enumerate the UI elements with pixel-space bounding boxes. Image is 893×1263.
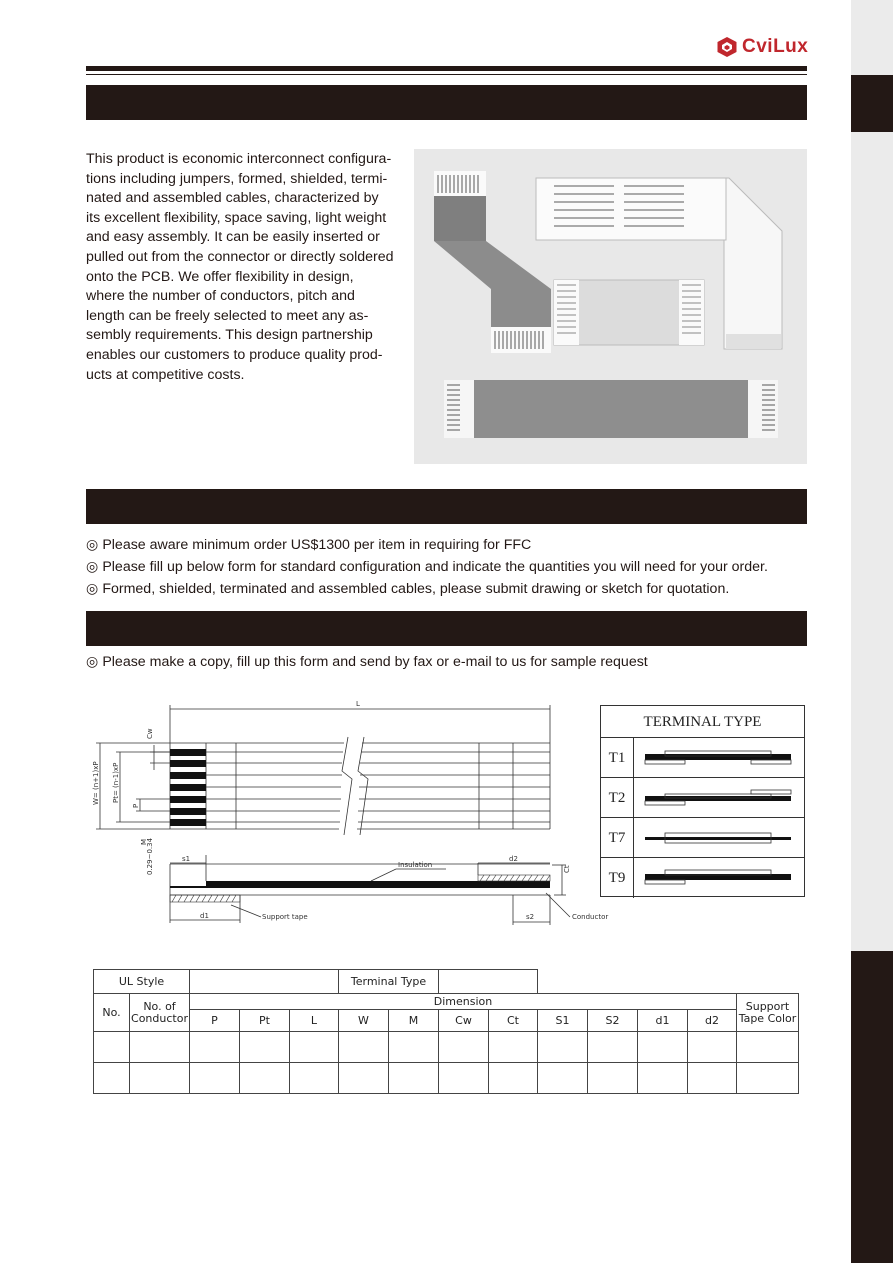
terminal-type-title: TERMINAL TYPE	[601, 706, 804, 738]
label-insulation: Insulation	[398, 861, 433, 869]
form-spacer	[538, 970, 799, 994]
dim-label-thickness: 0.29~0.34	[146, 837, 154, 875]
sample-request-notice: ◎ Please make a copy, fill up this form and send by fax or e-mail to us for sample request	[86, 654, 648, 670]
ul-style-input[interactable]	[190, 970, 339, 994]
header-rule-thin	[86, 74, 807, 75]
dim-label-d1: d1	[200, 912, 209, 920]
logo-icon	[716, 37, 738, 57]
product-description: This product is economic interconnect configura-tions including jumpers, formed, shielded, termi-nated and assembled cables, characterized by its excellent flexibility, space saving, light weight and easy assembly. It can be easily inserted or pulled out from the connector or directly soldered onto the PCB. We offer flexibility in design, where the number of conductors, pitch and length can be freely selected to meet any as-sembly requirements. This design partnership enables our customers to produce quality prod-ucts at competitive costs.	[86, 151, 394, 383]
sample-order-form	[93, 969, 799, 1094]
side-tab-active[interactable]	[851, 75, 893, 132]
col-dimension: Dimension	[190, 994, 737, 1010]
dim-label-m: M	[140, 838, 148, 845]
dim-label-l: L	[356, 700, 360, 708]
terminal-t2-diagram	[635, 778, 803, 818]
terminal-row-t7: T7	[601, 818, 804, 858]
terminal-row-t1: T1	[601, 738, 804, 778]
col-pt: Pt	[240, 1010, 290, 1032]
ordering-notes	[86, 534, 768, 600]
dim-label-ct: Ct	[563, 865, 571, 873]
section-bar-sample	[86, 611, 807, 646]
col-s1: S1	[538, 1010, 588, 1032]
note-fill-form: ◎ Please fill up below form for standard configuration and indicate the quantities you will need for your order.	[86, 559, 768, 575]
dim-label-p: P	[132, 803, 140, 808]
terminal-type-label: Terminal Type	[339, 970, 439, 994]
table-row	[94, 1032, 799, 1063]
product-photo	[414, 149, 807, 464]
terminal-t9-diagram	[635, 858, 803, 898]
note-minimum-order: ◎ Please aware minimum order US$1300 per item in requiring for FFC	[86, 537, 532, 553]
brand-logo	[716, 36, 808, 58]
header-rule	[86, 66, 807, 71]
side-tab-section[interactable]	[851, 951, 893, 1263]
dim-label-d2: d2	[509, 855, 518, 863]
col-m: M	[389, 1010, 439, 1032]
terminal-row-t9: T9	[601, 858, 804, 898]
label-support-tape: Support tape	[262, 913, 308, 921]
note-custom-cables: ◎ Formed, shielded, terminated and assembled cables, please submit drawing or sketch for quotation.	[86, 581, 730, 597]
col-p: P	[190, 1010, 240, 1032]
terminal-t1-diagram	[635, 738, 803, 778]
dim-label-cw: Cw	[146, 728, 154, 739]
dim-label-s1: s1	[182, 855, 191, 863]
col-conductors: No. of Conductor	[130, 994, 190, 1032]
label-conductor: Conductor	[572, 913, 609, 921]
col-support-tape-color: Support Tape Color	[737, 994, 799, 1032]
col-w: W	[339, 1010, 389, 1032]
col-no: No.	[94, 994, 130, 1032]
section-bar-features	[86, 85, 807, 120]
col-ct: Ct	[489, 1010, 538, 1032]
dim-label-pt: Pt= (n-1)xP	[112, 762, 120, 803]
col-cw: Cw	[439, 1010, 489, 1032]
col-d2: d2	[688, 1010, 737, 1032]
section-bar-ordering	[86, 489, 807, 524]
terminal-type-input[interactable]	[439, 970, 538, 994]
table-row	[94, 1063, 799, 1094]
ul-style-label: UL Style	[94, 970, 190, 994]
terminal-row-t2: T2	[601, 778, 804, 818]
col-s2: S2	[588, 1010, 638, 1032]
terminal-type-table	[600, 705, 805, 897]
col-l: L	[290, 1010, 339, 1032]
dim-label-w: W= (n+1)xP	[92, 761, 100, 805]
ffc-dimension-drawing	[86, 695, 616, 930]
col-d1: d1	[638, 1010, 688, 1032]
dim-label-s2: s2	[526, 913, 535, 921]
terminal-t7-diagram	[635, 818, 803, 858]
brand-name: CviLux	[742, 36, 809, 57]
